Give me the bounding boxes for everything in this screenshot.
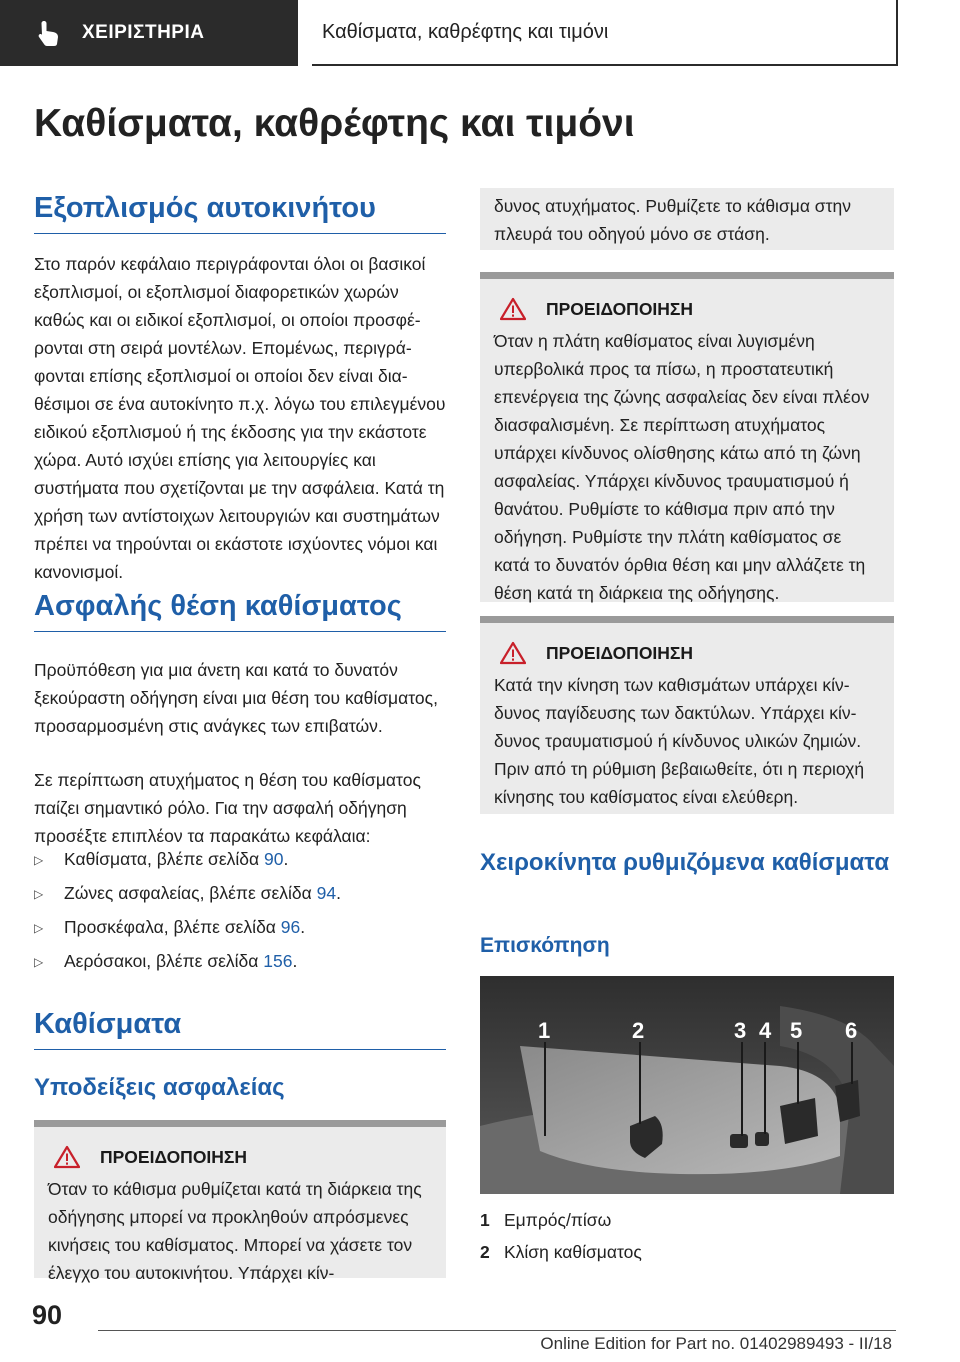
warning-box-2: [480, 272, 894, 602]
page-link-94[interactable]: 94: [316, 883, 337, 903]
list-item-end: .: [283, 849, 289, 869]
list-item-end: .: [300, 917, 306, 937]
figure-label-6: 6: [845, 1018, 858, 1043]
warning-triangle-icon: [500, 297, 526, 321]
list-item: [34, 877, 446, 911]
figure-label-1: 1: [538, 1018, 551, 1043]
safe-position-heading: Ασφαλής θέση καθίσματος: [34, 590, 446, 632]
figure-label-2: 2: [632, 1018, 645, 1043]
triangle-bullet-icon: ▷: [34, 887, 44, 901]
warning-title: ΠΡΟΕΙΔΟΠΟΙΗΣΗ: [546, 298, 694, 319]
breadcrumb: [312, 0, 898, 66]
list-item-end: .: [292, 951, 298, 971]
footer-edition: Online Edition for Part no. 01402989493 - II/18: [540, 1334, 892, 1353]
reference-list: [34, 843, 446, 979]
seats-heading: Καθίσματα: [34, 1008, 446, 1050]
figure-label-3: 3: [734, 1018, 747, 1043]
triangle-bullet-icon: ▷: [34, 853, 44, 867]
legend-item: [480, 1236, 894, 1268]
legend-item: [480, 1204, 894, 1236]
hand-pointer-icon: [34, 18, 64, 48]
safe-position-p1: Προϋπόθεση για μια άνετη και κατά το δυνατόν ξεκούραστη οδήγηση είναι μια θέση του καθίσματος, προσαρμοσμένη στις ανάγκες των επιβατών.: [34, 660, 438, 736]
equipment-heading: Εξοπλισμός αυτοκινήτου: [34, 192, 446, 234]
triangle-bullet-icon: ▷: [34, 921, 44, 935]
section-tab[interactable]: [0, 0, 298, 66]
seat-controls-illustration: [480, 976, 894, 1194]
triangle-bullet-icon: ▷: [34, 955, 44, 969]
legend-text: Κλίση καθίσματος: [504, 1242, 642, 1262]
figure-legend: [480, 1204, 894, 1268]
list-item-text: Προσκέφαλα, βλέπε σελίδα: [64, 917, 281, 937]
overview-heading: Επισκόπηση: [480, 934, 610, 957]
page-title: Καθίσματα, καθρέφτης και τιμόνι: [34, 102, 635, 145]
list-item-text: Αερόσακοι, βλέπε σελίδα: [64, 951, 264, 971]
page-link-96[interactable]: 96: [280, 917, 301, 937]
list-item: [34, 945, 446, 979]
page-header: [0, 0, 960, 66]
page-number: 90: [32, 1300, 63, 1330]
warning-title: ΠΡΟΕΙΔΟΠΟΙΗΣΗ: [546, 642, 694, 663]
warning-continued: [480, 188, 894, 250]
list-item-text: Καθίσματα, βλέπε σελίδα: [64, 849, 265, 869]
warning-text: Όταν η πλάτη καθίσματος είναι λυγισμένη υπερβολικά προς τα πίσω, η προστατευτική επενέργεια της ζώνης ασφαλείας δεν είναι πλέον διασφαλισμένη. Σε περίπτωση ατυχήματος υπάρχει κίνδυνος ολίσθησης κάτω από τη ζώνη ασφαλείας. Υπάρχει κίνδυνος τραυματισμού ή θανάτου. Ρυθμίστε το κάθισμα πριν από την οδήγηση. Ρυθμίστε την πλάτη καθίσματος σε κατά το δυνατόν όρθια θέση και μην αλλάζετε τη θέση κατά τη διάρκεια της οδήγησης.: [494, 331, 870, 603]
list-item-end: .: [336, 883, 341, 903]
warning-box-1: [34, 1120, 446, 1283]
section-label: ΧΕΙΡΙΣΤΗΡΙΑ: [82, 22, 205, 43]
warning-box-3: [480, 616, 894, 814]
figure-label-4: 4: [759, 1018, 772, 1043]
warning-text: Κατά την κίνηση των καθισμάτων υπάρχει κίνδυνος παγίδευσης των δακτύλων. Υπάρχει κίνδυνος τραυματισμού ή κίνδυνος υλικών ζημιών. Πριν από τη ρύθμιση βεβαιωθείτε, ότι η περιοχή κίνησης του καθίσματος είναι ελεύθερη.: [494, 675, 865, 807]
page-link-90[interactable]: 90: [264, 849, 284, 869]
electric-seats-heading: Χειροκίνητα ρυθμιζόμενα καθίσματα: [480, 849, 890, 876]
equipment-body: Στο παρόν κεφάλαιο περιγράφονται όλοι οι βασικοί εξοπλισμοί, οι εξοπλισμοί διαφορετικών χωρών καθώς και οι ειδικοί εξοπλισμοί, οι οποίοι προσφέρονται στη σειρά μοντέλων. Επομένως, περιγράφονται επίσης εξοπλισμοί οι οποίοι δεν είναι διαθέσιμοι σε ένα αυτοκίνητο π.χ. λόγω του επιλεγμένου ειδικού εξοπλισμού ή της έκδοσης για την εκάστοτε χώρα. Αυτό ισχύει επίσης για λειτουργίες και συστήματα που σχετίζονται με την ασφάλεια. Κατά τη χρήση των αντίστοιχων λειτουργιών και συστημάτων πρέπει να τηρούνται οι εκάστοτε ισχύοντες νόμοι και κανονισμοί.: [34, 254, 446, 582]
list-item-text: Ζώνες ασφαλείας, βλέπε σελίδα: [64, 883, 317, 903]
seat-controls-figure: [480, 976, 894, 1194]
safety-notes-heading: Υποδείξεις ασφαλείας: [34, 1074, 285, 1101]
figure-label-5: 5: [790, 1018, 803, 1043]
warning-text: Όταν το κάθισμα ρυθμίζεται κατά τη διάρκεια της οδήγησης μπορεί να προκληθούν απρόσμενες κινήσεις του καθίσματος. Μπορεί να χάσετε τον έλεγχο του αυτοκινήτου. Υπάρχει κίν-: [48, 1179, 422, 1283]
safe-position-p2: Σε περίπτωση ατυχήματος η θέση του καθίσματος παίζει σημαντικό ρόλο. Για την ασφαλή οδήγηση προσέξτε επιπλέον τα παρακάτω κεφάλαια:: [34, 770, 421, 846]
legend-number: 2: [480, 1242, 490, 1262]
list-item: [34, 843, 446, 877]
legend-text: Εμπρός/πίσω: [504, 1210, 612, 1230]
footer-divider: [98, 1330, 896, 1331]
list-item: [34, 911, 446, 945]
legend-number: 1: [480, 1210, 490, 1230]
page-link-156[interactable]: 156: [263, 951, 293, 971]
warning-continued-text: δυνος ατυχήματος. Ρυθμίζετε το κάθισμα στην πλευρά του οδηγού μόνο σε στάση.: [494, 196, 851, 244]
breadcrumb-text: Καθίσματα, καθρέφτης και τιμόνι: [322, 20, 609, 43]
warning-triangle-icon: [54, 1145, 80, 1169]
warning-triangle-icon: [500, 641, 526, 665]
warning-title: ΠΡΟΕΙΔΟΠΟΙΗΣΗ: [100, 1146, 248, 1167]
